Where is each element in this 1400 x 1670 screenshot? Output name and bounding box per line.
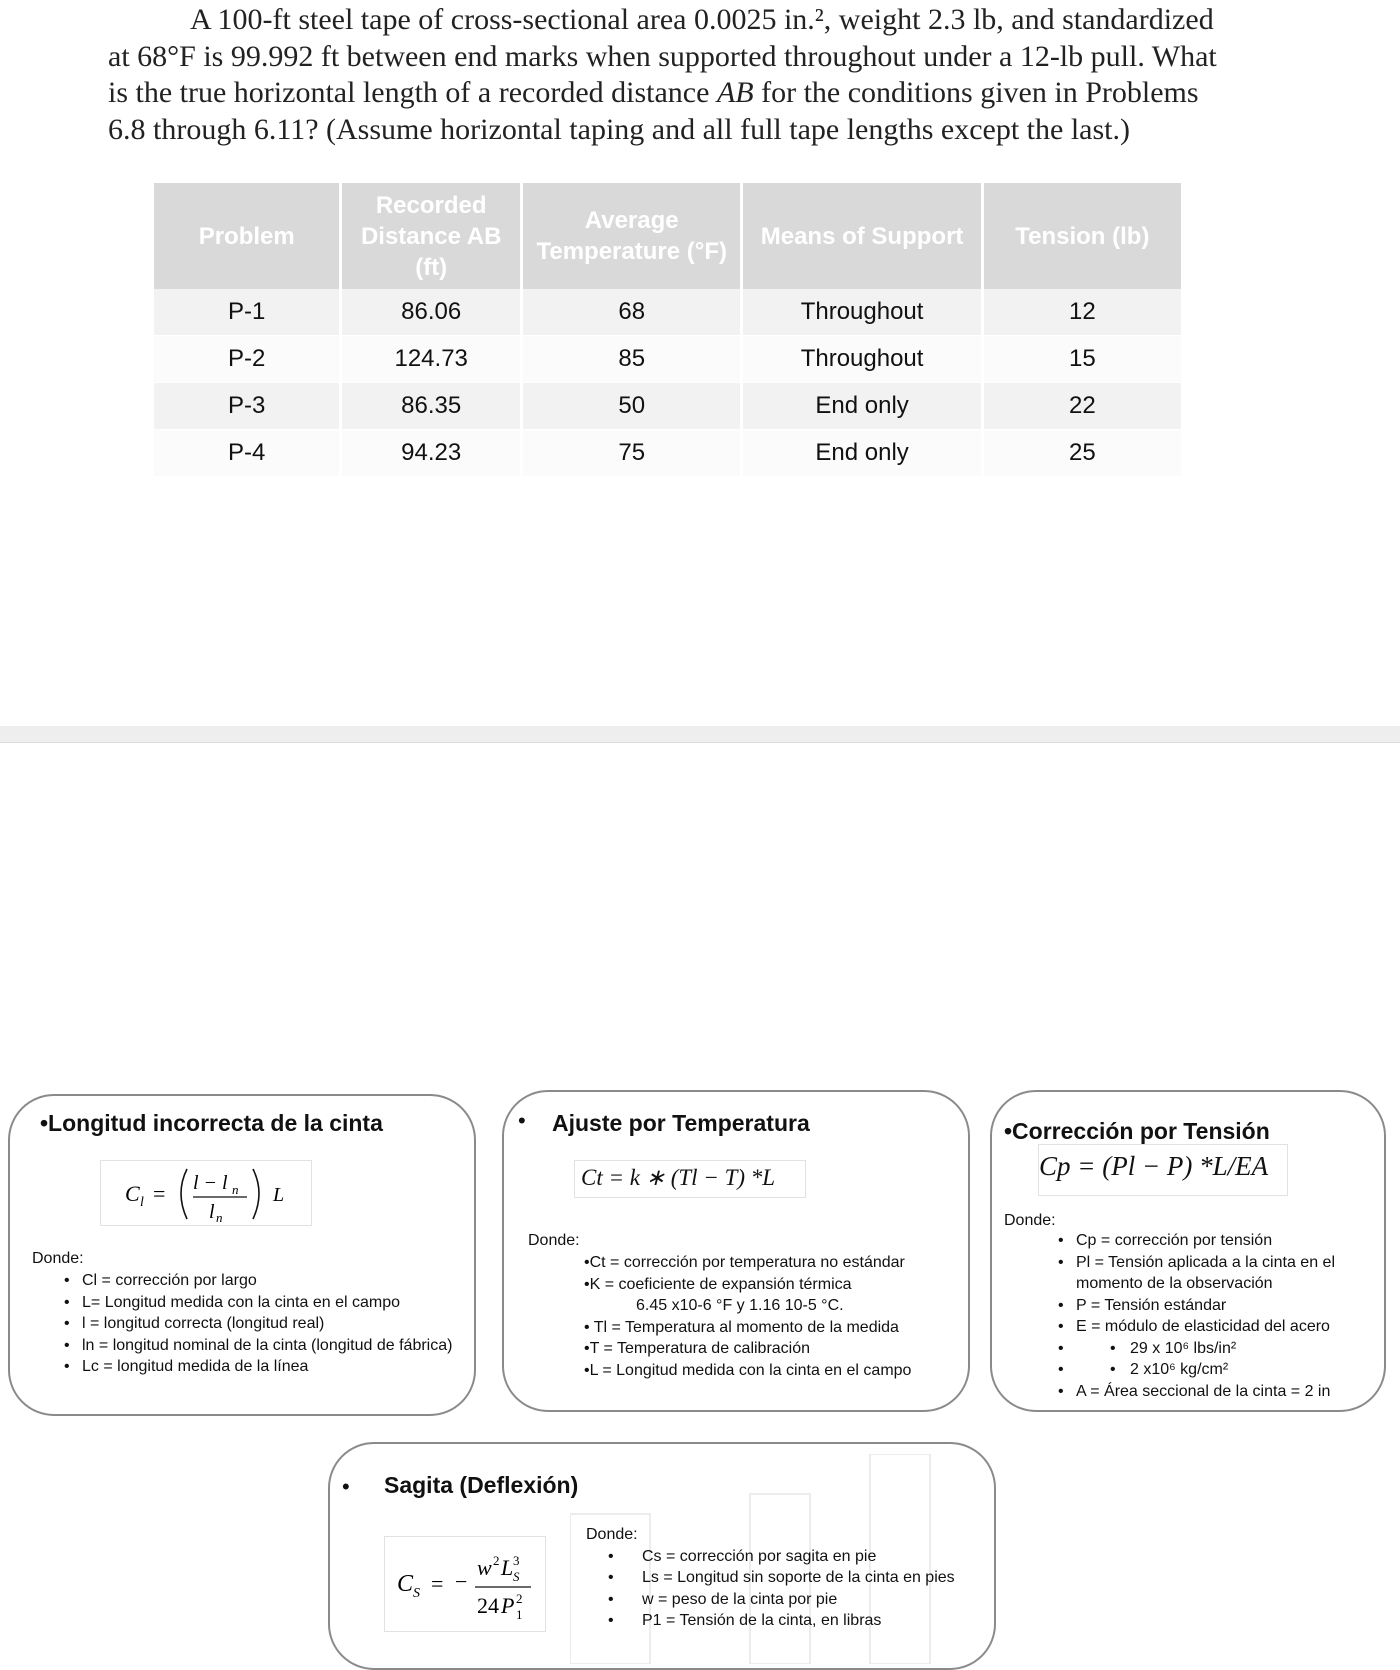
box-correccion-tension: [990, 1090, 1386, 1412]
box1-formula-svg: [101, 1161, 311, 1225]
box4-list: [602, 1546, 986, 1632]
svg-text:S: S: [513, 1569, 520, 1584]
cell-temperature: 75: [523, 430, 744, 477]
cell-distance: 94.23: [342, 430, 523, 477]
cell-temperature: 68: [523, 289, 744, 336]
list-item: • • 2 x10⁶ kg/cm²: [1052, 1359, 1372, 1381]
table-row: [154, 383, 1184, 430]
box4-text: [586, 1524, 986, 1632]
box-ajuste-temperatura: [502, 1090, 970, 1412]
svg-text:n: n: [216, 1210, 223, 1225]
bullet-icon: •: [518, 1108, 526, 1133]
list-item: • Cl = corrección por largo: [58, 1270, 478, 1292]
cell-support: End only: [743, 430, 983, 477]
box2-list: [584, 1252, 954, 1381]
cell-tension: 15: [984, 336, 1184, 383]
list-item: • L= Longitud medida con la cinta en el campo: [58, 1292, 478, 1314]
list-item: • Tl = Temperatura al momento de la medida: [584, 1318, 899, 1336]
list-item: • ln = longitud nominal de la cinta (longitud de fábrica): [58, 1335, 478, 1357]
list-item: • E = módulo de elasticidad del acero: [1052, 1316, 1372, 1338]
svg-text:l: l: [140, 1195, 144, 1210]
list-item: • Cp = corrección por tensión: [1052, 1230, 1372, 1252]
list-item: • A = Área seccional de la cinta = 2 in: [1052, 1381, 1372, 1403]
box1-title: •Longitud incorrecta de la cinta: [40, 1110, 383, 1136]
problem-line-4: 6.8 through 6.11? (Assume horizontal taping and all full tape lengths except the last.): [108, 112, 1130, 146]
list-item: • • 29 x 10⁶ lbs/in²: [1052, 1338, 1372, 1360]
cell-distance: 124.73: [342, 336, 523, 383]
list-item: • l = longitud correcta (longitud real): [58, 1313, 478, 1335]
cell-support: End only: [743, 383, 983, 430]
problems-table: [154, 183, 1184, 477]
list-item: •T = Temperatura de calibración: [584, 1340, 811, 1357]
svg-text:C: C: [125, 1181, 140, 1206]
svg-text:2: 2: [516, 1591, 523, 1606]
svg-text:l − l: l − l: [193, 1172, 228, 1194]
box3-list: [1052, 1230, 1372, 1402]
list-item: • P1 = Tensión de la cinta, en libras: [602, 1610, 986, 1632]
problem-line-1: A 100-ft steel tape of cross-sectional area 0.0025 in.², weight 2.3 lb, and standardized: [190, 3, 1214, 36]
cell-distance: 86.06: [342, 289, 523, 336]
box3-donde: Donde:: [1004, 1212, 1056, 1229]
box2-formula-text: Ct = k ∗ (Tl − T) *L: [581, 1165, 776, 1190]
page-divider: [0, 726, 1400, 743]
cell-temperature: 50: [523, 383, 744, 430]
box3-formula: [1038, 1144, 1288, 1196]
svg-text:L: L: [273, 1184, 285, 1206]
list-item: • Pl = Tensión aplicada a la cinta en el momento de la observación: [1052, 1252, 1372, 1295]
cell-problem: P-4: [154, 430, 342, 477]
problem-statement: [108, 2, 1268, 148]
svg-text:=: =: [153, 1181, 166, 1206]
header-means-of-support: Means of Support: [743, 183, 983, 289]
cell-support: Throughout: [743, 336, 983, 383]
svg-text:w: w: [477, 1555, 492, 1580]
list-item: •K = coeficiente de expansión térmica: [584, 1275, 852, 1293]
svg-text:L: L: [501, 1555, 514, 1580]
list-item: • Lc = longitud medida de la línea: [58, 1356, 478, 1378]
header-problem: Problem: [154, 183, 342, 289]
list-item: • w = peso de la cinta por pie: [602, 1589, 986, 1611]
box3-title: •Corrección por Tensión: [1004, 1118, 1270, 1144]
svg-text:n: n: [232, 1182, 239, 1197]
cell-tension: 25: [984, 430, 1184, 477]
table-row: [154, 336, 1184, 383]
box1-donde: Donde:: [32, 1250, 84, 1267]
list-item: • Cs = corrección por sagita en pie: [602, 1546, 986, 1568]
list-item: • Ls = Longitud sin soporte de la cinta en pies: [602, 1567, 986, 1589]
svg-text:3: 3: [513, 1553, 520, 1568]
svg-text:P: P: [501, 1593, 515, 1618]
list-item: 6.45 x10-6 °F y 1.16 10-5 °C.: [636, 1297, 844, 1314]
problem-line-2: at 68°F is 99.992 ft between end marks when supported throughout under a 12-lb pull. What: [108, 39, 1217, 73]
list-item: •L = Longitud medida con la cinta en el campo: [584, 1361, 912, 1379]
svg-text:l: l: [209, 1201, 215, 1223]
box4-formula-svg: [385, 1537, 545, 1631]
header-recorded-distance: Recorded Distance AB (ft): [342, 183, 523, 289]
cell-problem: P-3: [154, 383, 342, 430]
problem-line-3: is the true horizontal length of a recorded distance AB for the conditions given in Problems: [108, 76, 1199, 109]
svg-text:−: −: [455, 1569, 468, 1594]
svg-text:1: 1: [516, 1607, 523, 1622]
cell-support: Throughout: [743, 289, 983, 336]
box-longitud-incorrecta: [8, 1094, 476, 1416]
table-row: [154, 289, 1184, 336]
list-item: • P = Tensión estándar: [1052, 1295, 1372, 1317]
box2-formula: [574, 1160, 806, 1198]
cell-tension: 12: [984, 289, 1184, 336]
svg-text:24: 24: [477, 1593, 499, 1618]
cell-problem: P-2: [154, 336, 342, 383]
box2-donde: Donde:: [528, 1232, 580, 1249]
table-header-row: [154, 183, 1184, 289]
box4-title: Sagita (Deflexión): [384, 1472, 579, 1498]
cell-temperature: 85: [523, 336, 744, 383]
cell-problem: P-1: [154, 289, 342, 336]
list-item: •Ct = corrección por temperatura no estándar: [584, 1254, 905, 1271]
box3-formula-text: Cp = (Pl − P) *L/EA: [1039, 1151, 1269, 1181]
box4-formula: [384, 1536, 546, 1632]
header-average-temperature: Average Temperature (°F): [523, 183, 744, 289]
box1-list: [58, 1270, 478, 1378]
header-tension: Tension (lb): [984, 183, 1184, 289]
bullet-icon: •: [342, 1474, 350, 1499]
svg-text:2: 2: [493, 1553, 500, 1568]
box-sagita: [328, 1442, 996, 1670]
cell-tension: 22: [984, 383, 1184, 430]
svg-text:C: C: [397, 1571, 414, 1597]
svg-text:=: =: [431, 1571, 444, 1596]
box4-donde: Donde:: [586, 1526, 638, 1543]
box1-formula: [100, 1160, 312, 1226]
svg-text:S: S: [413, 1586, 420, 1601]
table-row: [154, 430, 1184, 477]
cell-distance: 86.35: [342, 383, 523, 430]
box2-title: Ajuste por Temperatura: [552, 1110, 810, 1136]
